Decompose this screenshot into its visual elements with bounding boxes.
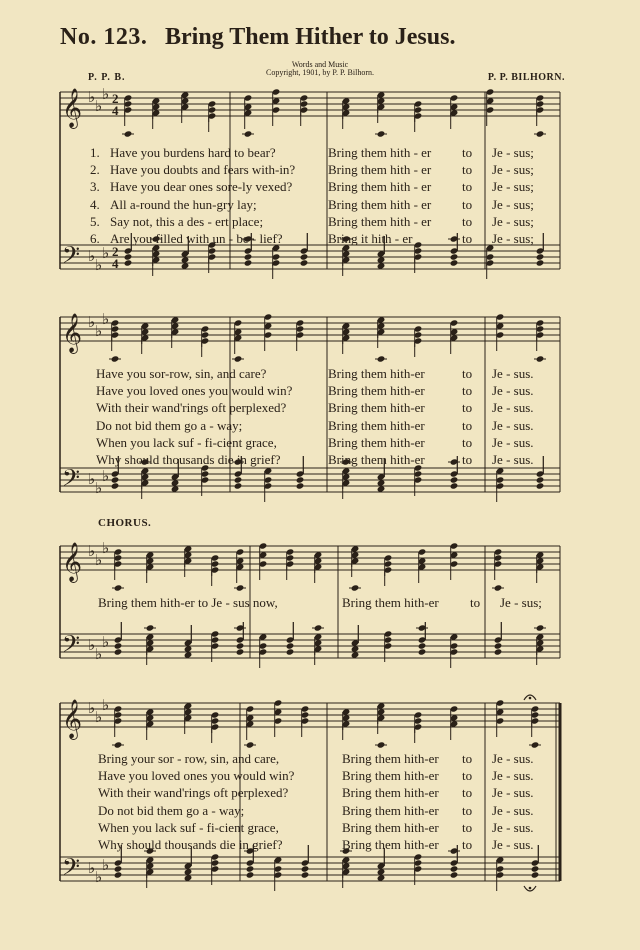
lyric-segment: Bring them hith - er <box>328 179 432 195</box>
notehead <box>124 253 133 260</box>
lyric-segment: Bring them hith-er <box>328 452 425 467</box>
lyric-segment: Je - sus. <box>492 434 534 450</box>
lyric-segment: With their wand'rings oft perplexed? <box>98 785 289 801</box>
lyric-segment: Bring them hith-er <box>342 785 439 801</box>
lyric-line <box>0 196 640 213</box>
treble-clef: 𝄞 <box>62 699 83 739</box>
notehead <box>300 259 309 266</box>
notehead <box>286 642 295 649</box>
flat-sign: ♭ <box>102 696 110 714</box>
lyric-segment: Je - sus. <box>492 768 534 784</box>
lyric-segment: Bring them hith-er to Je - sus now, <box>98 595 278 610</box>
notehead <box>114 871 123 878</box>
hymn-title: Bring Them Hither to Jesus. <box>165 24 456 50</box>
notehead <box>114 865 123 872</box>
bass-clef: 𝄢 <box>62 464 81 497</box>
notehead <box>536 259 545 266</box>
flat-sign: ♭ <box>102 244 110 262</box>
flat-sign: ♭ <box>88 636 96 654</box>
time-signature-bottom: 4 <box>112 103 119 118</box>
lyric-segment: Bring them hith-er <box>328 400 425 416</box>
notehead <box>246 871 255 878</box>
author-initials: P. P. B. <box>88 72 126 83</box>
lyric-segment: Bring them hith-er <box>342 837 439 852</box>
flat-sign: ♭ <box>88 699 96 717</box>
notehead <box>244 259 253 266</box>
lyric-line <box>0 802 640 819</box>
lyric-segment: Do not bid them go a - way; <box>96 417 243 433</box>
lyric-segment: Have you doubts and fears with-in? <box>110 162 296 178</box>
notehead <box>244 253 253 260</box>
notehead <box>531 871 540 878</box>
lyric-segment: Bring it hith - er <box>328 231 413 246</box>
lyric-line <box>0 399 640 416</box>
credit-copyright: Copyright, 1901, by P. P. Bilhorn. <box>265 68 374 77</box>
lyric-segment: When you lack suf - fi-cient grace, <box>98 819 279 835</box>
lyric-segment: 3. <box>90 179 100 195</box>
lyric-segment: Je - sus. <box>492 802 534 818</box>
lyric-segment: 1. <box>90 145 100 160</box>
lyric-segment: to <box>462 196 473 212</box>
lyric-segment: to <box>462 802 473 818</box>
notehead <box>418 648 427 655</box>
lyric-line <box>0 161 640 178</box>
lyric-segment: Bring them hith-er <box>342 768 439 784</box>
flat-sign: ♭ <box>95 97 103 115</box>
lyric-line <box>0 767 640 784</box>
flat-sign: ♭ <box>95 256 103 274</box>
bass-clef: 𝄢 <box>62 241 81 274</box>
chorus-label: CHORUS. <box>98 517 152 529</box>
lyric-segment: Have you burdens hard to bear? <box>110 145 276 160</box>
lyric-segment: Je - sus. <box>492 366 534 381</box>
lyric-segment: to <box>462 213 473 229</box>
flat-sign: ♭ <box>88 88 96 106</box>
notehead <box>450 476 459 483</box>
lyric-segment: Je - sus; <box>492 213 534 229</box>
lyric-segment: Have you loved ones you would win? <box>98 768 295 784</box>
flat-sign: ♭ <box>88 247 96 265</box>
lyric-segment: Bring them hith - er <box>328 196 432 212</box>
lyric-segment: Je - sus. <box>492 785 534 801</box>
notehead <box>536 476 545 483</box>
lyric-segment: to <box>462 417 473 433</box>
lyric-segment: Je - sus; <box>492 179 534 195</box>
composer-name: P. P. BILHORN. <box>487 72 565 83</box>
hymn-number: No. 123. <box>60 24 148 50</box>
lyric-segment: Je - sus; <box>492 145 534 160</box>
notehead <box>236 642 245 649</box>
lyric-segment: Bring them hith-er <box>342 595 439 610</box>
lyric-segment: 6. <box>90 231 100 246</box>
lyric-segment: to <box>462 452 473 467</box>
lyric-segment: Je - sus. <box>492 400 534 416</box>
lyric-segment: Bring them hith-er <box>328 434 425 450</box>
lyric-segment: to <box>462 366 473 381</box>
lyric-segment: 4. <box>90 196 100 212</box>
treble-clef: 𝄞 <box>62 313 83 353</box>
flat-sign: ♭ <box>102 856 110 874</box>
lyric-line <box>0 784 640 801</box>
lyric-segment: Bring them hith-er <box>342 751 439 766</box>
fermata-dot <box>529 697 532 700</box>
lyric-segment: Bring them hith-er <box>328 366 425 381</box>
lyric-line <box>0 750 640 767</box>
notehead <box>286 648 295 655</box>
flat-sign: ♭ <box>102 633 110 651</box>
notehead <box>301 871 310 878</box>
lyric-segment: Bring them hith-er <box>328 383 425 399</box>
lyric-segment: Bring them hith - er <box>328 162 432 178</box>
lyric-segment: Je - sus. <box>492 452 534 467</box>
notehead <box>114 648 123 655</box>
flat-sign: ♭ <box>88 542 96 560</box>
lyric-segment: to <box>462 785 473 801</box>
time-signature-bottom: 4 <box>112 256 119 271</box>
notehead <box>536 482 545 489</box>
lyric-segment: to <box>462 768 473 784</box>
lyric-segment: to <box>462 819 473 835</box>
lyric-segment: Je - sus; <box>492 162 534 178</box>
lyric-segment: to <box>462 179 473 195</box>
notehead <box>296 476 305 483</box>
lyric-segment: to <box>462 434 473 450</box>
lyric-segment: to <box>462 231 473 246</box>
lyric-segment: Have you loved ones you would win? <box>96 383 293 399</box>
lyric-segment: Bring them hith-er <box>342 802 439 818</box>
notehead <box>494 648 503 655</box>
lyric-segment: 2. <box>90 162 100 178</box>
fermata-dot <box>529 887 532 890</box>
lyric-segment: Je - sus. <box>492 751 534 766</box>
lyric-segment: Say not, this a des - ert place; <box>110 213 264 229</box>
notehead <box>124 259 133 266</box>
notehead <box>494 642 503 649</box>
notehead <box>450 871 459 878</box>
notehead <box>300 253 309 260</box>
lyric-segment: Are you filled with un - be - lief? <box>110 231 283 246</box>
notehead <box>536 253 545 260</box>
lyric-line <box>0 365 640 382</box>
lyric-segment: to <box>462 383 473 399</box>
lyric-line <box>0 594 640 611</box>
treble-clef: 𝄞 <box>62 542 83 582</box>
notehead <box>450 253 459 260</box>
flat-sign: ♭ <box>88 470 96 488</box>
notehead <box>234 476 243 483</box>
flat-sign: ♭ <box>95 868 103 886</box>
bass-clef: 𝄢 <box>62 630 81 663</box>
lyric-segment: 5. <box>90 213 100 229</box>
lyric-segment: Bring them hith - er <box>328 213 432 229</box>
time-signature-top: 2 <box>112 244 119 259</box>
notehead <box>111 482 120 489</box>
notehead <box>450 482 459 489</box>
lyric-segment: to <box>462 162 473 178</box>
notehead <box>531 865 540 872</box>
lyric-line <box>0 144 640 161</box>
notehead <box>111 476 120 483</box>
credit-words-music: Words and Music <box>291 60 349 69</box>
notehead <box>114 642 123 649</box>
lyric-segment: Why should thousands die in grief? <box>96 452 281 467</box>
lyric-line <box>0 178 640 195</box>
notehead <box>450 259 459 266</box>
flat-sign: ♭ <box>88 313 96 331</box>
lyric-segment: to <box>462 837 473 852</box>
lyric-line <box>0 819 640 836</box>
flat-sign: ♭ <box>102 85 110 103</box>
treble-clef: 𝄞 <box>62 88 83 128</box>
lyric-segment: With their wand'rings oft perplexed? <box>96 400 287 416</box>
lyric-line <box>0 230 640 247</box>
lyric-segment: Why should thousands die in grief? <box>98 837 283 852</box>
lyric-segment: Bring your sor - row, sin, and care, <box>98 751 280 766</box>
notehead <box>296 482 305 489</box>
lyric-segment: Have you sor-row, sin, and care? <box>96 366 267 381</box>
lyric-segment: Bring them hith - er <box>328 145 432 160</box>
lyric-segment: When you lack suf - fi-cient grace, <box>96 434 277 450</box>
time-signature-top: 2 <box>112 91 119 106</box>
lyric-line <box>0 417 640 434</box>
notehead <box>236 648 245 655</box>
notehead <box>234 482 243 489</box>
bass-clef: 𝄢 <box>62 853 81 886</box>
lyric-segment: Je - sus. <box>492 819 534 835</box>
notehead <box>450 865 459 872</box>
lyric-segment: All a-round the hun-gry lay; <box>110 196 257 212</box>
lyric-segment: Je - sus. <box>492 837 534 852</box>
lyric-segment: to <box>470 595 481 610</box>
flat-sign: ♭ <box>102 467 110 485</box>
lyric-segment: Bring them hith-er <box>328 417 425 433</box>
notehead <box>418 642 427 649</box>
flat-sign: ♭ <box>95 708 103 726</box>
lyric-segment: to <box>462 751 473 766</box>
notehead <box>301 865 310 872</box>
lyric-line <box>0 382 640 399</box>
notehead <box>246 865 255 872</box>
lyric-segment: Have you dear ones sore-ly vexed? <box>110 179 293 195</box>
flat-sign: ♭ <box>95 479 103 497</box>
lyric-line <box>0 213 640 230</box>
lyric-segment: to <box>462 145 473 160</box>
lyric-segment: Je - sus; <box>492 196 534 212</box>
lyric-segment: Do not bid them go a - way; <box>98 802 245 818</box>
lyric-segment: Je - sus. <box>492 417 534 433</box>
lyric-segment: Je - sus; <box>500 595 542 610</box>
flat-sign: ♭ <box>95 645 103 663</box>
lyric-segment: Je - sus; <box>492 231 534 246</box>
flat-sign: ♭ <box>95 322 103 340</box>
flat-sign: ♭ <box>102 539 110 557</box>
lyric-segment: Je - sus. <box>492 383 534 399</box>
flat-sign: ♭ <box>102 310 110 328</box>
flat-sign: ♭ <box>88 859 96 877</box>
lyric-line <box>0 434 640 451</box>
flat-sign: ♭ <box>95 551 103 569</box>
lyric-line <box>0 451 640 468</box>
lyric-line <box>0 836 640 853</box>
lyric-segment: to <box>462 400 473 416</box>
lyric-segment: Bring them hith-er <box>342 819 439 835</box>
